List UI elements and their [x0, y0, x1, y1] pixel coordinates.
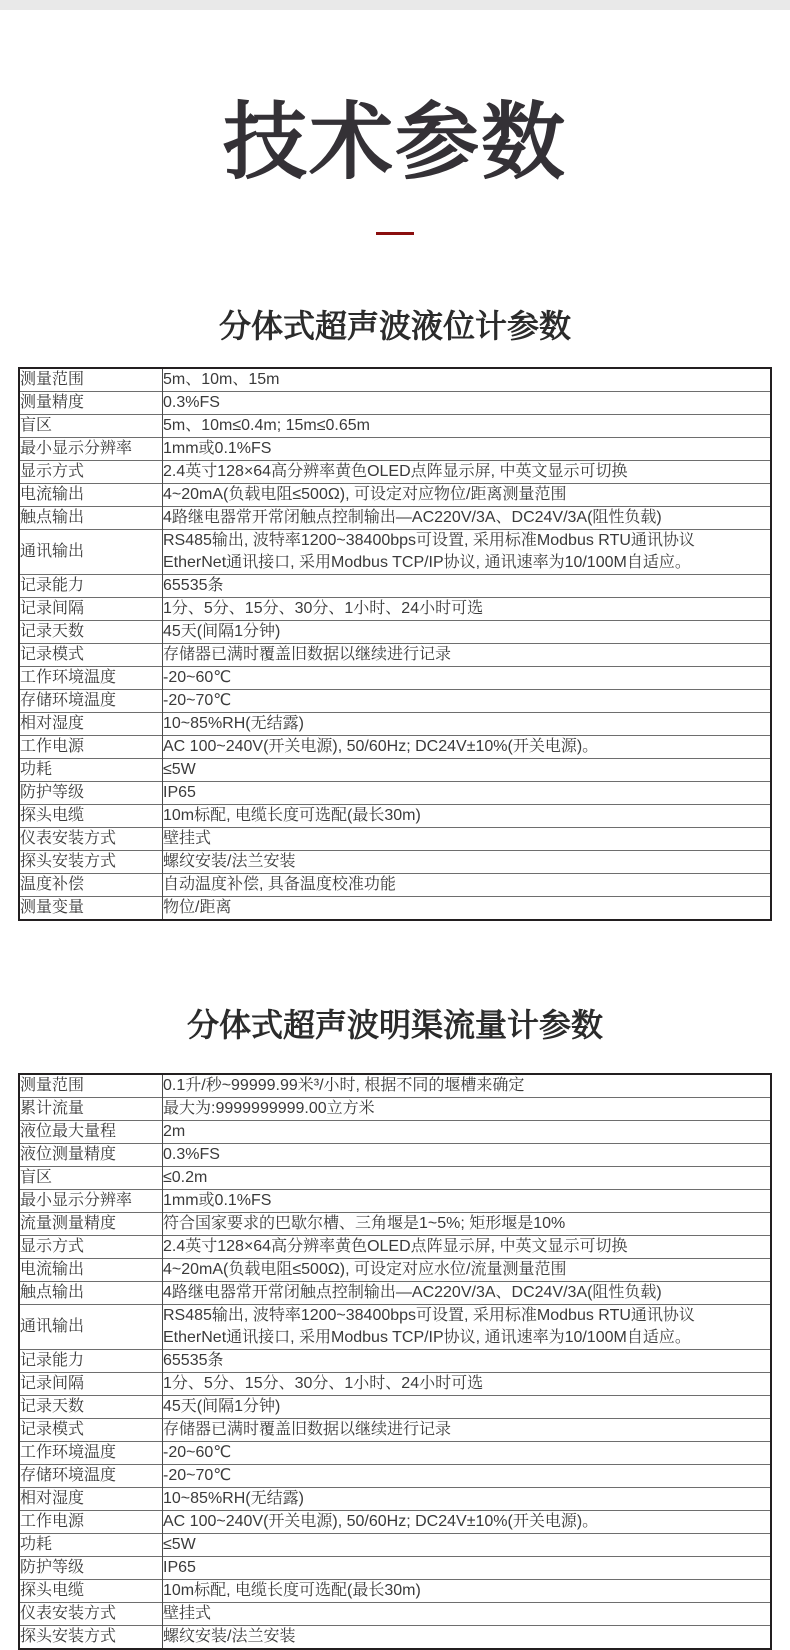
- param-label: 记录间隔: [19, 598, 163, 621]
- param-value: 4路继电器常开常闭触点控制输出—AC220V/3A、DC24V/3A(阻性负载): [163, 1282, 772, 1305]
- page-title: 技术参数: [222, 95, 567, 189]
- param-label: 液位测量精度: [19, 1144, 163, 1167]
- param-value: AC 100~240V(开关电源), 50/60Hz; DC24V±10%(开关电源)。: [163, 1511, 772, 1534]
- table-row: [19, 1121, 771, 1144]
- param-value: 4路继电器常开常闭触点控制输出—AC220V/3A、DC24V/3A(阻性负载): [163, 507, 772, 530]
- param-label: 测量范围: [20, 1077, 85, 1094]
- param-value: 1mm或0.1%FS: [163, 1190, 772, 1213]
- param-label: 相对湿度: [19, 1488, 163, 1511]
- table-row: [19, 1190, 771, 1213]
- table-row: [19, 1511, 771, 1534]
- param-value: 10m标配, 电缆长度可选配(最长30m): [163, 1580, 772, 1603]
- table-row: [19, 1282, 771, 1305]
- param-label: 记录能力: [19, 1350, 163, 1373]
- table-row: [19, 690, 771, 713]
- param-label: 通讯输出: [19, 530, 163, 575]
- param-value: RS485输出, 波特率1200~38400bps可设置, 采用标准Modbus RTU通讯协议 EtherNet通讯接口, 采用Modbus TCP/IP协议, 通讯速率为10/100M自适应。: [163, 530, 772, 575]
- param-value: RS485输出, 波特率1200~38400bps可设置, 采用标准Modbus RTU通讯协议 EtherNet通讯接口, 采用Modbus TCP/IP协议, 通讯速率为10/100M自适应。: [163, 1305, 772, 1350]
- level-meter-spec-table: [18, 367, 772, 921]
- param-value: 1mm或0.1%FS: [163, 438, 772, 461]
- param-label: 记录天数: [19, 621, 163, 644]
- param-value: -20~70℃: [163, 690, 772, 713]
- param-label: 工作环境温度: [19, 667, 163, 690]
- table-row: [19, 759, 771, 782]
- table-row: [19, 1213, 771, 1236]
- table-row: [19, 415, 771, 438]
- param-value: 2m: [163, 1121, 772, 1144]
- param-label: 通讯输出: [19, 1305, 163, 1350]
- param-value: 4~20mA(负载电阻≤500Ω), 可设定对应物位/距离测量范围: [163, 484, 772, 507]
- table-row: [19, 1373, 771, 1396]
- param-label: 温度补偿: [19, 874, 163, 897]
- table-row: [19, 805, 771, 828]
- param-label: 显示方式: [19, 1236, 163, 1259]
- param-label: 累计流量: [19, 1098, 163, 1121]
- table-row: [19, 874, 771, 897]
- param-value: -20~70℃: [163, 1465, 772, 1488]
- table-row: [19, 1144, 771, 1167]
- param-value: 65535条: [163, 575, 772, 598]
- table-row: [19, 897, 771, 921]
- param-value: 10m标配, 电缆长度可选配(最长30m): [163, 805, 772, 828]
- param-value: 壁挂式: [163, 1603, 772, 1626]
- param-value: 物位/距离: [163, 897, 772, 921]
- param-value: 自动温度补偿, 具备温度校准功能: [163, 874, 772, 897]
- table-row: [19, 368, 771, 392]
- param-value: ≤5W: [163, 1534, 772, 1557]
- param-value: 2.4英寸128×64高分辨率黄色OLED点阵显示屏, 中英文显示可切换: [163, 1236, 772, 1259]
- table-row: [19, 1465, 771, 1488]
- table-row: [19, 1305, 771, 1350]
- param-label: 液位最大量程: [19, 1121, 163, 1144]
- table-row: [19, 1074, 771, 1098]
- param-value: 5m、10m、15m: [163, 368, 772, 392]
- param-label: 盲区: [19, 415, 163, 438]
- param-value: IP65: [163, 1557, 772, 1580]
- param-label: 探头电缆: [19, 805, 163, 828]
- table-row: [19, 851, 771, 874]
- param-label: 探头安装方式: [19, 1626, 163, 1650]
- table-row: [19, 1626, 771, 1650]
- param-value: 4~20mA(负载电阻≤500Ω), 可设定对应水位/流量测量范围: [163, 1259, 772, 1282]
- param-label: 相对湿度: [19, 713, 163, 736]
- param-value: 最大为:9999999999.00立方米: [163, 1098, 772, 1121]
- param-value: -20~60℃: [163, 667, 772, 690]
- param-label: 防护等级: [19, 782, 163, 805]
- param-value: 螺纹安装/法兰安装: [163, 1626, 772, 1650]
- param-label: 最小显示分辨率: [19, 1190, 163, 1213]
- param-value: -20~60℃: [163, 1442, 772, 1465]
- param-label: 记录能力: [19, 575, 163, 598]
- table-row: [19, 736, 771, 759]
- param-label: 记录模式: [19, 1419, 163, 1442]
- param-label: 测量范围: [20, 371, 85, 388]
- param-value: 存储器已满时覆盖旧数据以继续进行记录: [163, 1419, 772, 1442]
- param-label: 记录天数: [19, 1396, 163, 1419]
- param-value: IP65: [163, 782, 772, 805]
- table-row: [19, 667, 771, 690]
- param-value: 5m、10m≤0.4m; 15m≤0.65m: [163, 415, 772, 438]
- param-value: 10~85%RH(无结露): [163, 713, 772, 736]
- param-label: 仪表安装方式: [19, 828, 163, 851]
- param-value: ≤5W: [163, 759, 772, 782]
- param-value: 螺纹安装/法兰安装: [163, 851, 772, 874]
- flow-meter-spec-table: [18, 1073, 772, 1650]
- param-label: 测量变量: [19, 897, 163, 921]
- table-row: [19, 1396, 771, 1419]
- table-row: [19, 1557, 771, 1580]
- param-value: 2.4英寸128×64高分辨率黄色OLED点阵显示屏, 中英文显示可切换: [163, 461, 772, 484]
- table-row: [19, 392, 771, 415]
- param-value: 45天(间隔1分钟): [163, 621, 772, 644]
- param-label: 工作电源: [19, 736, 163, 759]
- param-label: 工作电源: [19, 1511, 163, 1534]
- param-label: 电流输出: [19, 1259, 163, 1282]
- table-row: [19, 1534, 771, 1557]
- table-row: [19, 575, 771, 598]
- param-label: 盲区: [19, 1167, 163, 1190]
- table-row: [19, 828, 771, 851]
- table-row: [19, 1580, 771, 1603]
- section-title-level-meter: 分体式超声波液位计参数: [218, 308, 571, 344]
- param-value: 65535条: [163, 1350, 772, 1373]
- table-row: [19, 598, 771, 621]
- table-row: [19, 782, 771, 805]
- table-row: [19, 713, 771, 736]
- table-row: [19, 438, 771, 461]
- table-row: [19, 1442, 771, 1465]
- table-row: [19, 1167, 771, 1190]
- param-value: 1分、5分、15分、30分、1小时、24小时可选: [163, 1373, 772, 1396]
- param-label: 最小显示分辨率: [19, 438, 163, 461]
- param-label: 存储环境温度: [19, 1465, 163, 1488]
- param-value: 存储器已满时覆盖旧数据以继续进行记录: [163, 644, 772, 667]
- param-value: 45天(间隔1分钟): [163, 1396, 772, 1419]
- param-label: 显示方式: [19, 461, 163, 484]
- table-row: [19, 484, 771, 507]
- accent-dash: [376, 232, 414, 235]
- table-row: [19, 1236, 771, 1259]
- table-row: [19, 530, 771, 575]
- param-label: 测量精度: [19, 392, 163, 415]
- param-label: 触点输出: [19, 507, 163, 530]
- param-value: 10~85%RH(无结露): [163, 1488, 772, 1511]
- top-divider-bar: [0, 0, 790, 10]
- section-title-flow-meter: 分体式超声波明渠流量计参数: [186, 1007, 603, 1043]
- param-value: AC 100~240V(开关电源), 50/60Hz; DC24V±10%(开关电源)。: [163, 736, 772, 759]
- table-row: [19, 507, 771, 530]
- param-value: ≤0.2m: [163, 1167, 772, 1190]
- param-value: 0.1升/秒~99999.99米³/小时, 根据不同的堰槽来确定: [163, 1074, 772, 1098]
- table-row: [19, 1603, 771, 1626]
- param-label: 探头安装方式: [19, 851, 163, 874]
- param-value: 0.3%FS: [163, 392, 772, 415]
- table-row: [19, 621, 771, 644]
- param-value: 符合国家要求的巴歇尔槽、三角堰是1~5%; 矩形堰是10%: [163, 1213, 772, 1236]
- param-label: 存储环境温度: [19, 690, 163, 713]
- param-label: 记录模式: [19, 644, 163, 667]
- table-row: [19, 1259, 771, 1282]
- table-row: [19, 1098, 771, 1121]
- param-label: 记录间隔: [19, 1373, 163, 1396]
- param-value: 1分、5分、15分、30分、1小时、24小时可选: [163, 598, 772, 621]
- table-row: [19, 1488, 771, 1511]
- param-label: 触点输出: [19, 1282, 163, 1305]
- param-label: 电流输出: [19, 484, 163, 507]
- table-row: [19, 1350, 771, 1373]
- param-label: 探头电缆: [19, 1580, 163, 1603]
- param-label: 工作环境温度: [19, 1442, 163, 1465]
- param-label: 功耗: [19, 1534, 163, 1557]
- param-value: 壁挂式: [163, 828, 772, 851]
- table-row: [19, 461, 771, 484]
- param-label: 流量测量精度: [19, 1213, 163, 1236]
- table-row: [19, 644, 771, 667]
- table-row: [19, 1419, 771, 1442]
- param-label: 功耗: [19, 759, 163, 782]
- param-label: 防护等级: [19, 1557, 163, 1580]
- param-value: 0.3%FS: [163, 1144, 772, 1167]
- param-label: 仪表安装方式: [19, 1603, 163, 1626]
